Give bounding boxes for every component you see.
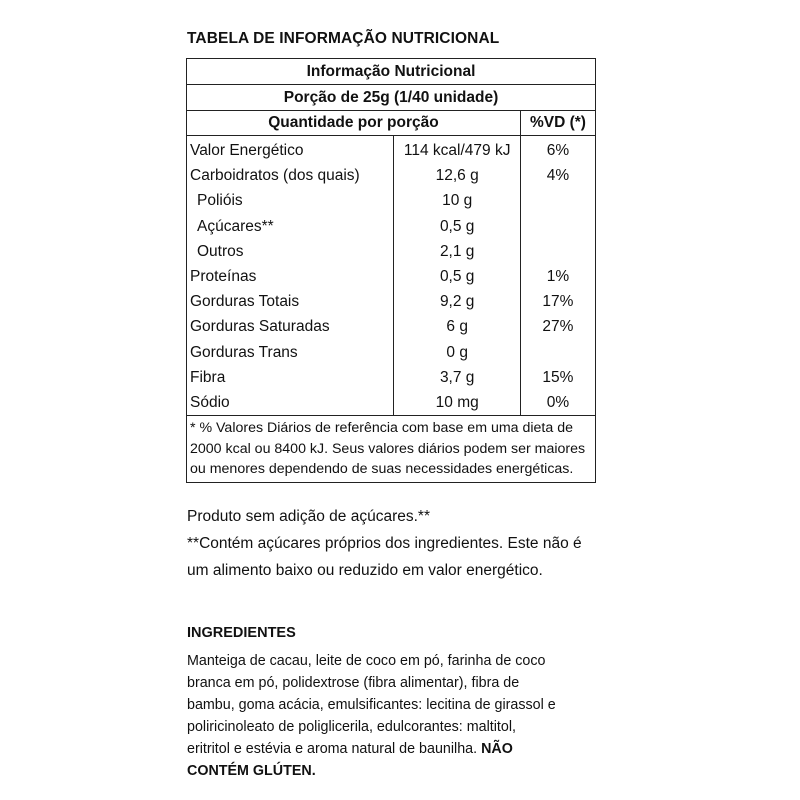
nutrient-name: Gorduras Totais <box>187 289 394 314</box>
nutrient-amount: 0,5 g <box>394 264 520 289</box>
nutrient-vd: 15% <box>520 365 595 390</box>
nutrient-amount: 6 g <box>394 314 520 339</box>
table-row <box>187 314 596 339</box>
nutrient-amount: 114 kcal/479 kJ <box>394 136 520 164</box>
table-row <box>187 264 596 289</box>
table-row <box>187 136 596 164</box>
notes-section <box>187 503 597 584</box>
nutrient-name: Carboidratos (dos quais) <box>187 163 394 188</box>
nutrient-vd: 6% <box>520 136 595 164</box>
table-row <box>187 365 596 390</box>
nutrient-vd: 27% <box>520 314 595 339</box>
nutrition-table <box>186 58 596 483</box>
table-row <box>187 390 596 416</box>
nutrient-vd: 17% <box>520 289 595 314</box>
nutrient-name: Açúcares** <box>187 214 394 239</box>
nutrient-name: Outros <box>187 239 394 264</box>
table-row <box>187 289 596 314</box>
nutrient-name: Polióis <box>187 188 394 213</box>
nutrient-name: Proteínas <box>187 264 394 289</box>
table-title: Informação Nutricional <box>187 59 596 85</box>
nutrient-vd <box>520 340 595 365</box>
ingredients-text <box>187 650 557 782</box>
page-heading: TABELA DE INFORMAÇÃO NUTRICIONAL <box>187 30 500 47</box>
nutrient-vd <box>520 214 595 239</box>
nutrient-amount: 3,7 g <box>394 365 520 390</box>
nutrient-amount: 10 g <box>394 188 520 213</box>
nutrient-amount: 0 g <box>394 340 520 365</box>
nutrient-vd <box>520 239 595 264</box>
ingredients-title: INGREDIENTES <box>187 625 296 641</box>
table-row <box>187 163 596 188</box>
nutrient-name: Gorduras Trans <box>187 340 394 365</box>
table-row <box>187 239 596 264</box>
ingredients-list: Manteiga de cacau, leite de coco em pó, farinha de coco branca em pó, polidextrose (fibra alimentar), fibra de bambu, goma acácia, emulsificantes: lecitina de girassol e poliricinoleato de poliglicerila, edulcorantes: maltitol, eritritol e estévia e aroma natural de baunilha. <box>187 653 556 757</box>
column-header-vd: %VD (*) <box>520 111 595 136</box>
no-added-sugar-note: Produto sem adição de açúcares.** <box>187 508 430 525</box>
nutrient-amount: 0,5 g <box>394 214 520 239</box>
nutrient-vd: 4% <box>520 163 595 188</box>
table-portion: Porção de 25g (1/40 unidade) <box>187 85 596 111</box>
nutrient-amount: 9,2 g <box>394 289 520 314</box>
table-row <box>187 340 596 365</box>
nutrient-name: Sódio <box>187 390 394 416</box>
column-header-quantity: Quantidade por porção <box>187 111 521 136</box>
nutrient-vd: 0% <box>520 390 595 416</box>
nutrient-amount: 2,1 g <box>394 239 520 264</box>
table-row <box>187 214 596 239</box>
nutrient-vd: 1% <box>520 264 595 289</box>
nutrient-vd <box>520 188 595 213</box>
table-row <box>187 188 596 213</box>
table-footnote: * % Valores Diários de referência com base em uma dieta de 2000 kcal ou 8400 kJ. Seus valores diários podem ser maiores ou menores dependendo de suas necessidades energéticas. <box>187 416 596 483</box>
gluten-warning: NÃO CONTÉM GLÚTEN. <box>187 741 513 779</box>
nutrient-amount: 10 mg <box>394 390 520 416</box>
nutrient-name: Fibra <box>187 365 394 390</box>
contains-sugar-note: **Contém açúcares próprios dos ingredientes. Este não é um alimento baixo ou reduzido em valor energético. <box>187 535 582 579</box>
nutrient-amount: 12,6 g <box>394 163 520 188</box>
nutrient-name: Gorduras Saturadas <box>187 314 394 339</box>
nutrient-name: Valor Energético <box>187 136 394 164</box>
